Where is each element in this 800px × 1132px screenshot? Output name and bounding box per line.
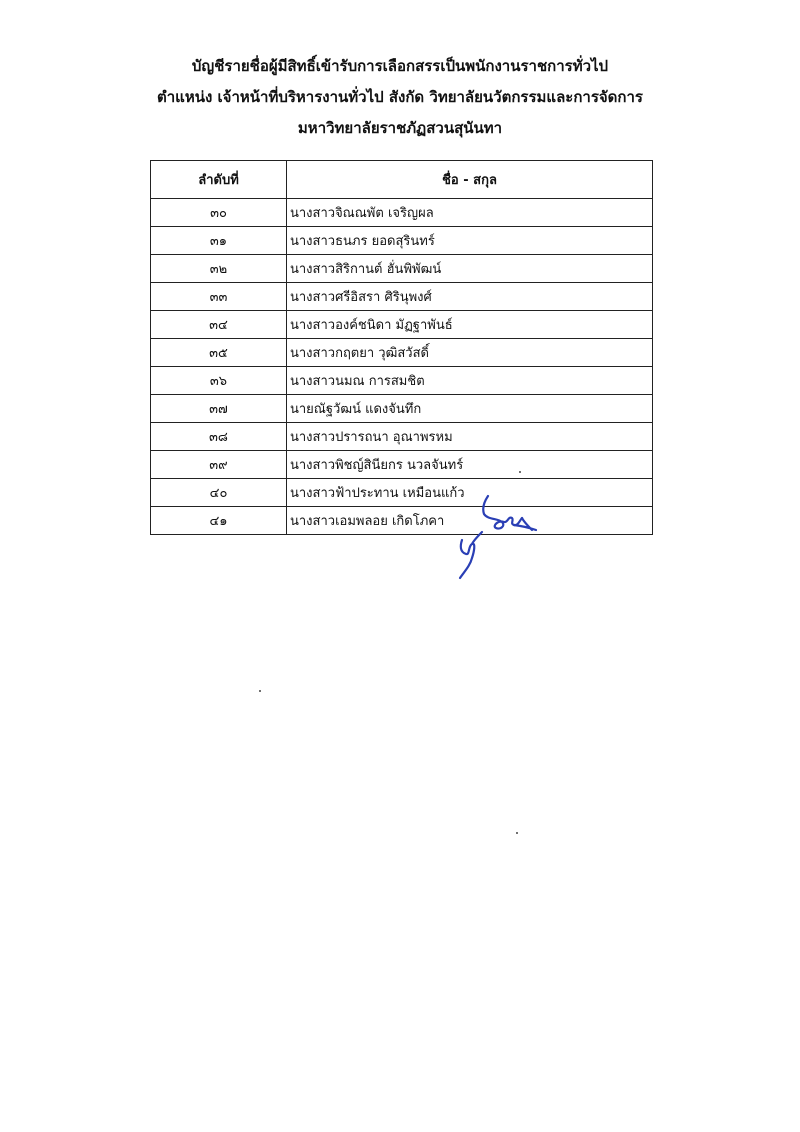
row-name: นางสาวปรารถนา อุณาพรหม [287,423,653,451]
position-line: ตำแหน่ง เจ้าหน้าที่บริหารงานทั่วไป สังกัด วิทยาลัยนวัตกรรมและการจัดการ [157,88,643,106]
scan-speck [259,690,261,692]
scan-speck [516,832,518,834]
row-name: นางสาวองค์ชนิดา มัฏฐาพันธ์ [287,311,653,339]
row-number: ๓๔ [151,311,287,339]
row-number: ๓๕ [151,339,287,367]
row-number: ๓๐ [151,199,287,227]
column-header-name: ชื่อ - สกุล [287,161,653,199]
table-row [151,367,653,395]
handwritten-signature [448,492,548,582]
table-row [151,339,653,367]
row-number: ๓๘ [151,423,287,451]
row-name: นางสาวศรีอิสรา ศิรินุพงศ์ [287,283,653,311]
candidate-table [150,160,653,535]
table-row [151,479,653,507]
row-number: ๓๖ [151,367,287,395]
row-number: ๓๒ [151,255,287,283]
document-title: บัญชีรายชื่อผู้มีสิทธิ์เข้ารับการเลือกสรรเป็นพนักงานราชการทั่วไป [191,57,609,75]
table-row [151,507,653,535]
table-row [151,311,653,339]
row-name: นางสาวพิชญ์สินียกร นวลจันทร์ [287,451,653,479]
row-number: ๓๙ [151,451,287,479]
table-row [151,227,653,255]
table-row [151,199,653,227]
table-header-row [151,161,653,199]
row-name: นางสาวกฤตยา วุฒิสวัสดิ์ [287,339,653,367]
table-row [151,283,653,311]
table-row [151,255,653,283]
row-name: นางสาวสิริกานต์ ฮั่นพิพัฒน์ [287,255,653,283]
column-header-number: ลำดับที่ [151,161,287,199]
table-row [151,423,653,451]
university-line: มหาวิทยาลัยราชภัฏสวนสุนันทา [297,119,503,137]
row-name: นางสาวธนภร ยอดสุรินทร์ [287,227,653,255]
scan-speck [519,471,521,473]
row-name: นางสาวเอมพลอย เกิดโภคา [287,507,653,535]
row-name: นางสาวฟ้าประทาน เหมือนแก้ว [287,479,653,507]
table-row [151,395,653,423]
row-name: นางสาวนมณ การสมชิต [287,367,653,395]
row-name: นางสาวจิณณพัต เจริญผล [287,199,653,227]
row-number: ๓๑ [151,227,287,255]
table-row [151,451,653,479]
row-number: ๓๗ [151,395,287,423]
row-name: นายณัฐวัฒน์ แดงจันทึก [287,395,653,423]
row-number: ๓๓ [151,283,287,311]
row-number: ๔๐ [151,479,287,507]
row-number: ๔๑ [151,507,287,535]
